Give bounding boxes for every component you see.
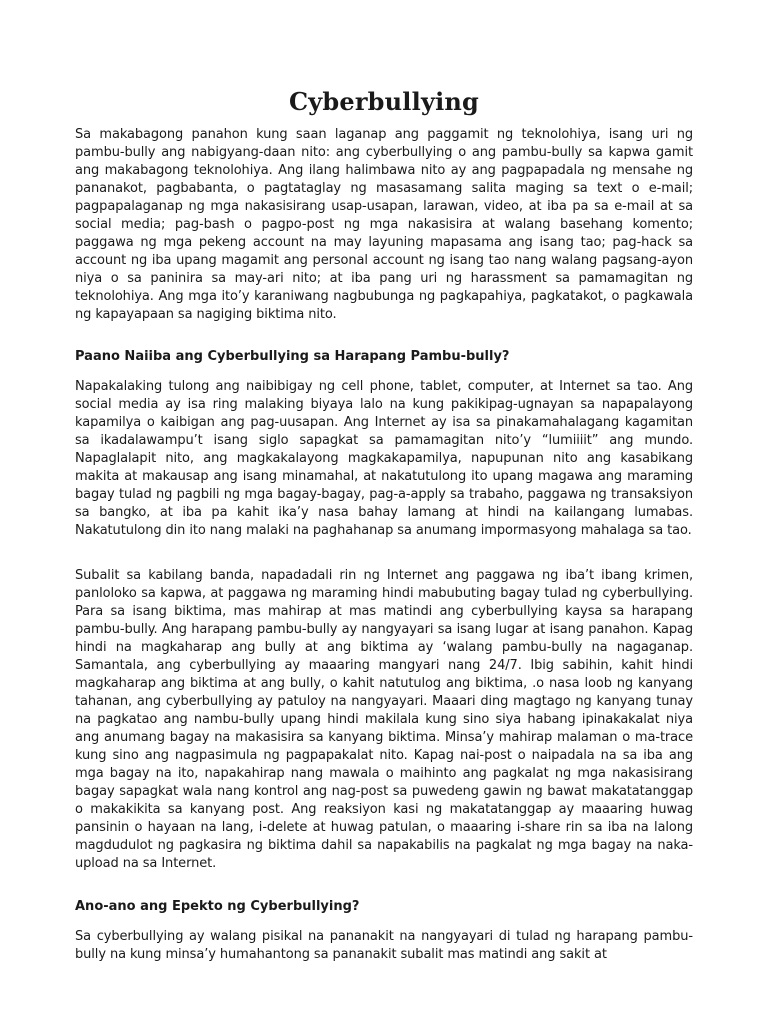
body-paragraph: Subalit sa kabilang banda, napadadali rin ng Internet ang paggawa ng iba’t ibang krimen, panloloko sa kapwa, at paggawa ng maraming hindi mabubuting bagay tulad ng cyberbullying. Para sa isang biktima, mas mahirap at mas matindi ang cyberbullying kaysa sa harapang pambu-bully. Ang harapang pambu-bully ay nangyayari sa isang lugar at isang panahon. Kapag hindi na magkaharap ang bully at ang biktima ay ‘walang pambu-bully na nagaganap. Samantala, ang cyberbullying ay maaaring mangyari nang 24/7. Ibig sabihin, kahit hindi magkaharap ang biktima at ang bully, o kahit natutulog ang biktima, .o nasa loob ng kanyang tahanan, ang cyberbullying ay patuloy na nangyayari. Maaari ding magtago ng kanyang tunay na pagkatao ang nambu-bully upang hindi makilala kung sino siya habang ipinakakalat niya ang anumang bagay na makasisira sa kanyang biktima. Minsa’y mahirap malaman o ma-trace kung sino ang nagpasimula ng pagpapakalat nito. Kapag nai-post o naipadala na sa iba ang mga bagay na ito, napakahirap nang mawala o maihinto ang pagkalat ng mga nakasisirang bagay sapagkat wala nang kontrol ang nag-post sa puwedeng gawin ng bawat makatatanggap o makakikita sa kanyang post. Ang reaksiyon kasi ng makatatanggap ay maaaring huwag pansinin o hayaan na lang, i-delete at huwag patulan, o maaaring i-share rin sa iba na lalong magdudulot ng pagkasira ng biktima dahil sa napakabilis na pagkalat ng mga bagay na naka-upload na sa Internet. [75,568,693,871]
body-paragraph: Napakalaking tulong ang naibibigay ng cell phone, tablet, computer, at Internet sa tao. Ang social media ay isa ring malaking biyaya lalo na kung pakikipag-ugnayan sa napapalayong kapamilya o kaibigan ang pag-uusapan. Ang Internet ay isa sa pinakamahalagang kagamitan sa ikadalawampu’t isang siglo sapagkat sa pamamagitan nito’y “lumiiiit” ang mundo. Napaglalapit nito, ang magkakalayong magkakapamilya, napupunan nito ang kasabikang makita at makausap ang isang minamahal, at nakatutulong ito upang magawa ang maraming bagay tulad ng pagbili ng mga bagay-bagay, pag-a-apply sa trabaho, paggawa ng transaksiyon sa bangko, at iba pa kahit ika’y nasa bahay lamang at hindi na kailangang lumabas. Nakatutulong din ito nang malaki na paghahanap sa anumang impormasyong mahalaga sa tao. [75,379,693,538]
section-heading-difference: Paano Naiiba ang Cyberbullying sa Harapang Pambu-bully? [75,349,510,364]
body-paragraph: Sa cyberbullying ay walang pisikal na pananakit na nangyayari di tulad ng harapang pambu-bully na kung minsa’y humahantong sa pananakit subalit mas matindi ang sakit at [75,929,693,962]
intro-paragraph: Sa makabagong panahon kung saan laganap ang paggamit ng teknolohiya, isang uri ng pambu-bully ang nabigyang-daan nito: ang cyberbullying o ang pambu-bully sa kapwa gamit ang makabagong teknolohiya. Ang ilang halimbawa nito ay ang pagpapadala ng mensahe ng pananakot, pagbabanta, o pagtataglay ng masasamang salita maging sa text o e-mail; pagpapalaganap ng mga nakasisirang usap-usapan, larawan, video, at iba pa sa e-mail at sa social media; pag-bash o pagpo-post ng mga nakasisira at walang basehang komento; paggawa ng mga pekeng account na may layuning mapasama ang isang tao; pag-hack sa account ng iba upang magamit ang personal account ng isang tao nang walang pagsang-ayon niya o sa paninira sa may-ari nito; at iba pang uri ng harassment sa pamamagitan ng teknolohiya. Ang mga ito’y karaniwang nagbubunga ng pagkapahiya, pagkatakot, o pagkawala ng kapayapaan sa nagiging biktima nito. [75,127,693,322]
document-title: Cyberbullying [288,87,480,116]
section-heading-effects: Ano-ano ang Epekto ng Cyberbullying? [75,899,360,914]
